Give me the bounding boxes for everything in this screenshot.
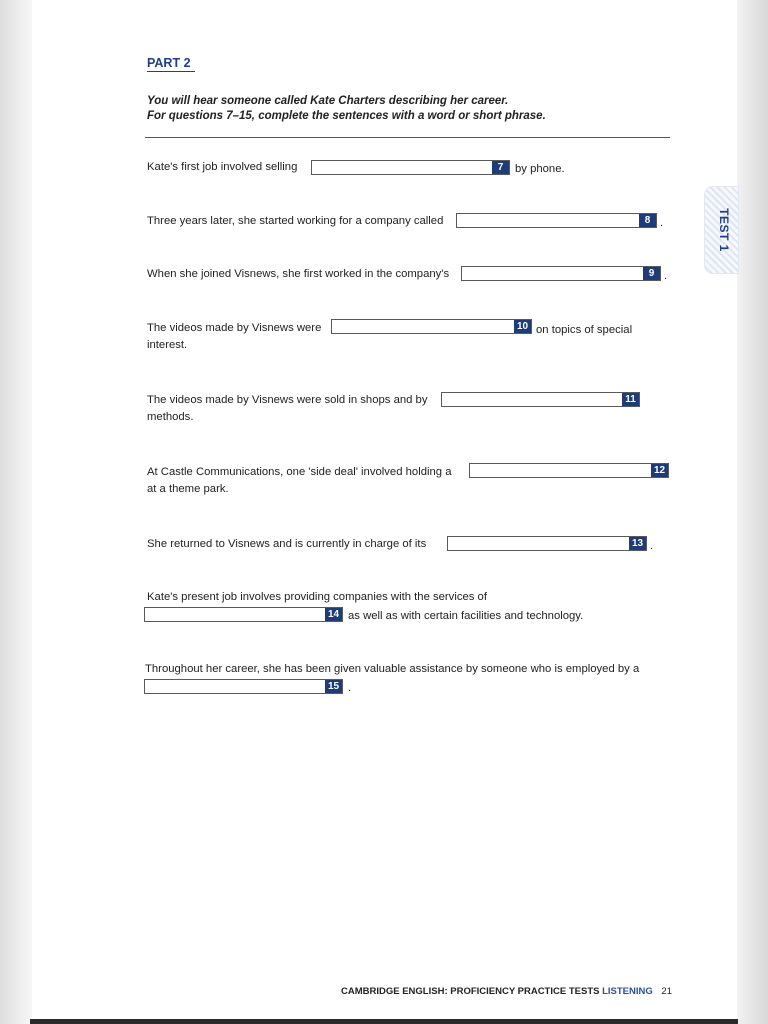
question-9-text: When she joined Visnews, she first worked in the company's xyxy=(147,268,450,280)
page-bottom-edge xyxy=(30,1019,738,1024)
footer-series: CAMBRIDGE ENGLISH: PROFICIENCY PRACTICE TESTS xyxy=(341,986,600,997)
test-tab xyxy=(704,186,739,274)
question-number-14: 14 xyxy=(325,608,342,621)
page-footer xyxy=(341,986,672,997)
question-11-after-line-2: methods. xyxy=(147,411,194,423)
question-number-9: 9 xyxy=(643,267,660,280)
question-8-text: Three years later, she started working for a company called xyxy=(147,215,444,227)
question-number-10: 10 xyxy=(514,320,531,333)
answer-box-8[interactable] xyxy=(456,213,657,228)
question-10-text: The videos made by Visnews were xyxy=(147,322,322,334)
question-9-after: . xyxy=(664,270,668,282)
question-number-11: 11 xyxy=(622,393,639,406)
answer-box-12[interactable] xyxy=(469,463,669,478)
question-number-13: 13 xyxy=(629,537,646,550)
question-number-7: 7 xyxy=(492,161,509,174)
question-14-after: as well as with certain facilities and technology. xyxy=(348,610,584,622)
answer-box-13[interactable] xyxy=(447,536,647,551)
question-number-12: 12 xyxy=(651,464,668,477)
question-14-text: Kate's present job involves providing companies with the services of xyxy=(147,591,487,603)
question-15-text: Throughout her career, she has been given valuable assistance by someone who is employed by a xyxy=(145,663,640,675)
question-13-text: She returned to Visnews and is currently in charge of its xyxy=(147,538,427,550)
page-right-edge xyxy=(737,0,768,1024)
instructions xyxy=(147,94,607,124)
instruction-line-1: You will hear someone called Kate Charters describing her career. xyxy=(147,95,509,107)
answer-box-7[interactable] xyxy=(311,160,510,175)
answer-box-14[interactable] xyxy=(144,607,343,622)
question-13-after: . xyxy=(650,540,654,552)
question-8-after: . xyxy=(660,217,664,229)
test-tab-label: TEST 1 xyxy=(717,208,731,252)
answer-box-15[interactable] xyxy=(144,679,343,694)
instruction-line-2: For questions 7–15, complete the sentences with a word or short phrase. xyxy=(147,110,546,122)
question-12-text: At Castle Communications, one 'side deal' involved holding a xyxy=(147,466,452,478)
question-11-text: The videos made by Visnews were sold in shops and by xyxy=(147,394,428,406)
page-left-edge xyxy=(0,0,32,1024)
question-10-after-line-2: interest. xyxy=(147,339,188,351)
part-title: PART 2 xyxy=(147,56,195,72)
question-12-after-line-2: at a theme park. xyxy=(147,483,229,495)
question-7-text: Kate's first job involved selling xyxy=(147,161,298,173)
question-number-8: 8 xyxy=(639,214,656,227)
footer-section: LISTENING xyxy=(602,986,653,997)
answer-box-10[interactable] xyxy=(331,319,532,334)
question-7-after: by phone. xyxy=(515,163,565,175)
section-divider xyxy=(145,137,670,138)
question-number-15: 15 xyxy=(325,680,342,693)
answer-box-9[interactable] xyxy=(461,266,661,281)
footer-page-number: 21 xyxy=(661,986,672,997)
answer-box-11[interactable] xyxy=(441,392,640,407)
question-10-after: on topics of special xyxy=(536,324,633,336)
question-15-after: . xyxy=(348,682,352,694)
